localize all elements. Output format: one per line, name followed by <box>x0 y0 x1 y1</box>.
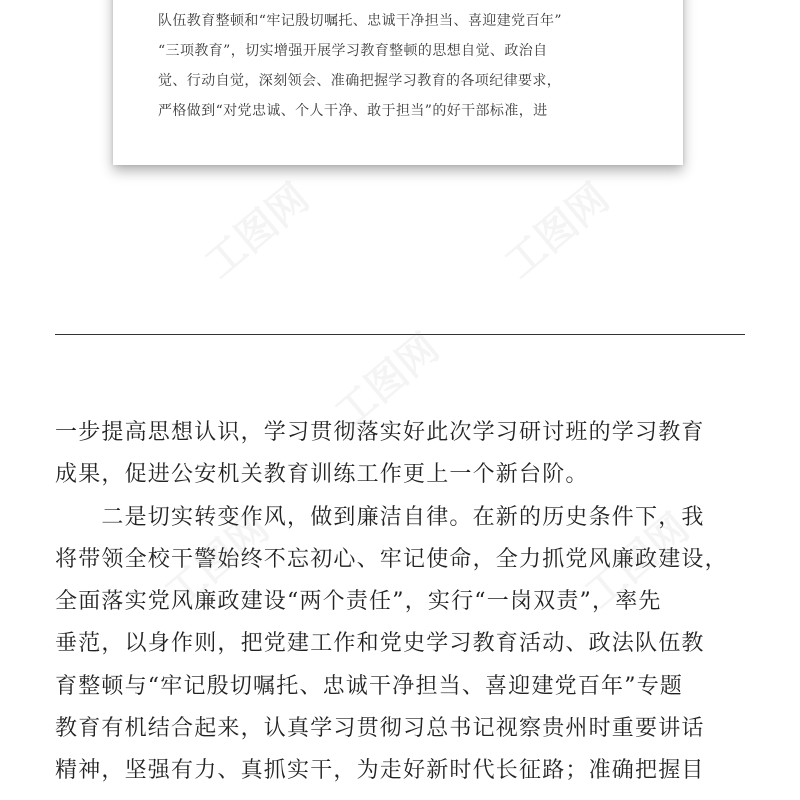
body-line: 二是切实转变作风，做到廉洁自律。在新的历史条件下，我 <box>55 504 705 530</box>
card-line: 觉、行动自觉，深刻领会、准确把握学习教育的各项纪律要求， <box>158 73 562 89</box>
card-line: 严格做到“对党忠诚、个人干净、敢于担当”的好干部标准，进 <box>158 103 548 119</box>
section-divider <box>55 334 745 335</box>
body-line: 育整顿与“牢记殷切嘱托、忠诚干净担当、喜迎建党百年”专题 <box>55 673 684 699</box>
preview-card-text <box>158 6 658 126</box>
card-line: “三项教育”，切实增强开展学习教育整顿的思想自觉、政治自 <box>158 43 548 59</box>
body-line: 将带领全校干警始终不忘初心、牢记使命，全力抓党风廉政建设， <box>55 546 728 572</box>
body-line: 教育有机结合起来，认真学习贯彻习总书记视察贵州时重要讲话 <box>55 716 705 742</box>
watermark: 工图网 <box>576 504 698 618</box>
watermark: 工图网 <box>196 174 318 288</box>
body-line: 成果，促进公安机关教育训练工作更上一个新台阶。 <box>55 462 589 488</box>
body-line: 精神，坚强有力、真抓实干，为走好新时代长征路；准确把握目 <box>55 758 705 784</box>
preview-card <box>113 0 683 165</box>
body-line: 垂范，以身作则，把党建工作和党史学习教育活动、政法队伍教 <box>55 631 705 657</box>
watermark: 工图网 <box>326 324 448 438</box>
body-line: 一步提高思想认识，学习贯彻落实好此次学习研讨班的学习教育 <box>55 420 705 445</box>
document-body <box>55 412 755 793</box>
body-line: 全面落实党风廉政建设“两个责任”，实行“一岗双责”，率先 <box>55 589 662 615</box>
watermark: 工图网 <box>156 504 278 618</box>
card-line: 队伍教育整顿和“牢记殷切嘱托、忠诚干净担当、喜迎建党百年” <box>158 13 562 29</box>
watermark: 工图网 <box>496 174 618 288</box>
